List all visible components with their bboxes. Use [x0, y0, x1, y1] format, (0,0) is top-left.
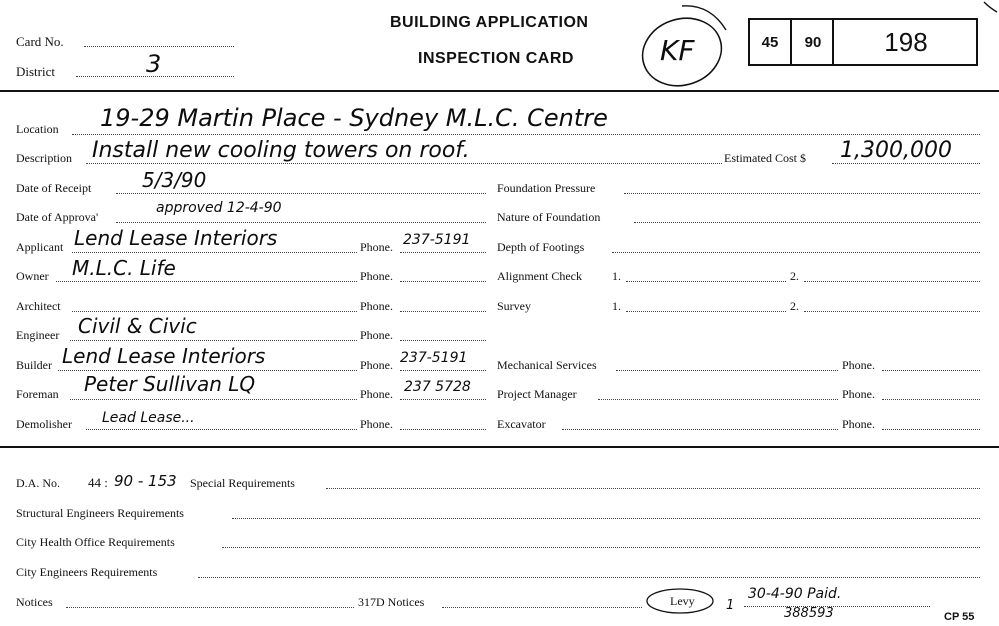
foreman-phone-value: 237 5728	[404, 379, 471, 395]
builder-phone-value: 237-5191	[400, 350, 468, 366]
alignment-num2: 2.	[790, 269, 799, 283]
levy-label: Levy	[670, 594, 695, 608]
project-manager-phone-line	[882, 399, 980, 400]
alignment-num1: 1.	[612, 269, 621, 283]
architect-phone-label: Phone.	[360, 299, 393, 313]
structural-engineers-line	[232, 518, 980, 519]
district-value: 3	[146, 50, 162, 78]
demolisher-value: Lead Lease...	[102, 410, 195, 426]
builder-line	[58, 370, 357, 371]
district-label: District	[16, 64, 55, 79]
demolisher-phone-line	[400, 429, 486, 430]
mechanical-services-line	[616, 370, 838, 371]
mechanical-phone-label: Phone.	[842, 358, 875, 372]
corner-mark-icon	[982, 0, 999, 14]
survey-label: Survey	[497, 299, 531, 313]
engineer-line	[70, 340, 357, 341]
architect-phone-line	[400, 311, 486, 312]
project-manager-phone-label: Phone.	[842, 387, 875, 401]
header-rule	[0, 90, 999, 92]
survey-num1: 1.	[612, 299, 621, 313]
special-requirements-label: Special Requirements	[190, 476, 295, 490]
excavator-phone-line	[882, 429, 980, 430]
foundation-pressure-line	[624, 193, 980, 194]
builder-label: Builder	[16, 358, 52, 372]
nature-of-foundation-label: Nature of Foundation	[497, 210, 601, 224]
builder-phone-label: Phone.	[360, 358, 393, 372]
builder-value: Lend Lease Interiors	[62, 344, 266, 368]
date-of-receipt-value: 5/3/90	[142, 168, 207, 192]
location-value: 19-29 Martin Place - Sydney M.L.C. Centre	[100, 104, 608, 132]
builder-phone-line	[400, 370, 486, 371]
city-health-line	[222, 547, 980, 548]
levy-line	[744, 606, 930, 607]
applicant-phone-label: Phone.	[360, 240, 393, 254]
notices-label: Notices	[16, 595, 53, 609]
project-manager-line	[598, 399, 838, 400]
card-no-label: Card No.	[16, 34, 64, 49]
owner-phone-label: Phone.	[360, 269, 393, 283]
excavator-line	[562, 429, 838, 430]
applicant-phone-line	[400, 252, 486, 253]
notices-317d-label: 317D Notices	[358, 595, 425, 609]
applicant-label: Applicant	[16, 240, 64, 254]
title-line2: INSPECTION CARD	[418, 50, 574, 67]
survey-line2	[804, 311, 980, 312]
ref-box-c: 198	[832, 20, 978, 64]
reference-box	[748, 18, 978, 66]
levy-mark: 1	[726, 598, 735, 613]
depth-of-footings-label: Depth of Footings	[497, 240, 585, 254]
foreman-value: Peter Sullivan LQ	[84, 372, 256, 396]
depth-of-footings-line	[612, 252, 980, 253]
da-no-prefix: 44 :	[88, 475, 108, 490]
foreman-phone-label: Phone.	[360, 387, 393, 401]
architect-line	[72, 311, 357, 312]
da-no-value: 90 - 153	[114, 472, 177, 490]
notices-317d-line	[442, 607, 642, 608]
engineer-value: Civil & Civic	[78, 314, 197, 338]
description-label: Description	[16, 151, 72, 165]
estimated-cost-label: Estimated Cost $	[724, 151, 806, 165]
city-engineers-line	[198, 577, 980, 578]
demolisher-phone-label: Phone.	[360, 417, 393, 431]
description-line	[86, 163, 722, 164]
applicant-phone-value: 237-5191	[403, 232, 471, 248]
demolisher-line	[86, 429, 357, 430]
architect-label: Architect	[16, 299, 61, 313]
foundation-pressure-label: Foundation Pressure	[497, 181, 596, 195]
receipt-line	[116, 193, 486, 194]
engineer-phone-label: Phone.	[360, 328, 393, 342]
excavator-phone-label: Phone.	[842, 417, 875, 431]
foreman-line	[70, 399, 357, 400]
project-manager-label: Project Manager	[497, 387, 577, 401]
nature-of-foundation-line	[634, 222, 980, 223]
applicant-value: Lend Lease Interiors	[74, 226, 278, 250]
title-line1: BUILDING APPLICATION	[390, 14, 589, 31]
location-line	[72, 134, 980, 135]
engineer-label: Engineer	[16, 328, 60, 342]
foreman-label: Foreman	[16, 387, 59, 401]
engineer-phone-line	[400, 340, 486, 341]
cost-line	[832, 163, 980, 164]
survey-line1	[626, 311, 786, 312]
location-label: Location	[16, 122, 59, 136]
approval-line	[116, 222, 486, 223]
alignment-line2	[804, 281, 980, 282]
description-value: Install new cooling towers on roof.	[92, 138, 470, 163]
owner-value: M.L.C. Life	[72, 256, 176, 280]
ref-box-b: 90	[790, 20, 834, 64]
owner-phone-line	[400, 281, 486, 282]
receipt-number: 388593	[784, 606, 834, 621]
date-of-approval-label: Date of Approva'	[16, 210, 99, 224]
stamp-initials: KF	[660, 34, 695, 67]
date-of-receipt-label: Date of Receipt	[16, 181, 92, 195]
alignment-line1	[626, 281, 786, 282]
foreman-phone-line	[400, 399, 486, 400]
owner-label: Owner	[16, 269, 49, 283]
demolisher-label: Demolisher	[16, 417, 72, 431]
estimated-cost-value: 1,300,000	[840, 138, 952, 163]
city-engineers-label: City Engineers Requirements	[16, 565, 158, 579]
applicant-line	[72, 252, 357, 253]
special-requirements-line	[326, 488, 980, 489]
notices-line	[66, 607, 354, 608]
middle-rule	[0, 446, 999, 448]
owner-line	[56, 281, 357, 282]
date-of-approval-value: approved 12-4-90	[156, 200, 282, 216]
levy-paid-note: 30-4-90 Paid.	[748, 586, 842, 602]
survey-num2: 2.	[790, 299, 799, 313]
mechanical-phone-line	[882, 370, 980, 371]
structural-engineers-label: Structural Engineers Requirements	[16, 506, 184, 520]
excavator-label: Excavator	[497, 417, 546, 431]
ref-box-a: 45	[761, 33, 779, 51]
mechanical-services-label: Mechanical Services	[497, 358, 597, 372]
card-no-line	[84, 46, 234, 47]
form-code: CP 55	[944, 611, 975, 623]
alignment-check-label: Alignment Check	[497, 269, 582, 283]
city-health-label: City Health Office Requirements	[16, 535, 175, 549]
da-no-label: D.A. No.	[16, 476, 60, 490]
